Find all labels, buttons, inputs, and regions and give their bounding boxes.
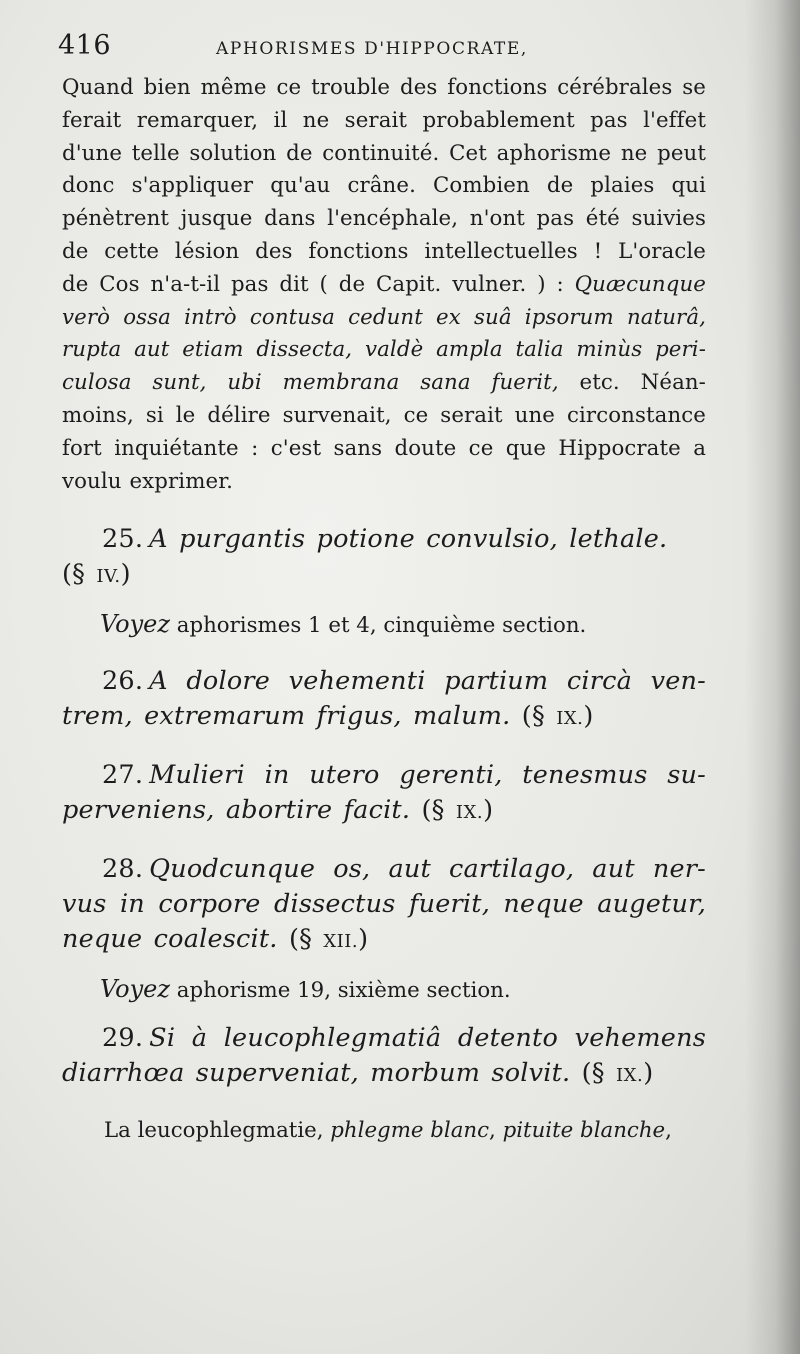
text-line: pénètrent jusque dans l'encéphale, n'ont pas été suivies	[62, 206, 706, 232]
aphorism-text: perveniens, abortire facit.	[62, 795, 411, 826]
aphorism-27	[62, 758, 706, 828]
cross-reference-note	[100, 973, 706, 1005]
section-reference: (§ XII.)	[288, 924, 369, 955]
section-reference: (§ IX.)	[421, 795, 494, 826]
text-roman: etc. Néan-	[558, 370, 706, 396]
aphorism-25	[62, 522, 706, 592]
latin-quote: Quæcunque	[574, 271, 706, 297]
aphorism-number: 28.	[102, 854, 144, 885]
aphorism-28	[62, 852, 706, 957]
aphorism-text: Quodcunque os, aut cartilago, aut ner-	[149, 854, 706, 885]
aphorism-text: A dolore vehementi partium circà ven-	[149, 666, 706, 697]
aphorism-number: 25.	[102, 524, 144, 555]
aphorism-line	[62, 793, 706, 828]
aphorism-line	[62, 664, 706, 699]
latin-quote-line: verò ossa intrò contusa cedunt ex suâ ipsorum naturâ,	[62, 304, 706, 330]
aphorism-line	[62, 758, 706, 793]
gloss-italic: pituite blanche	[502, 1118, 666, 1144]
page-number: 416	[58, 30, 112, 61]
text-line: Quand bien même ce trouble des fonctions cérébrales se	[62, 75, 706, 100]
cross-reference-note	[100, 608, 706, 640]
section-reference: (§ IX.)	[521, 701, 594, 732]
aphorism-line	[62, 557, 706, 592]
text-line: de cette lésion des fonctions intellectuelles ! L'oracle	[62, 238, 706, 264]
text-line	[62, 269, 706, 302]
commentary-line	[104, 1115, 706, 1147]
aphorism-line	[62, 699, 706, 734]
voyez-label: Voyez	[100, 975, 170, 1004]
aphorism-line	[62, 852, 706, 887]
note-text: aphorisme 19, sixième section.	[169, 978, 511, 1004]
text-roman: de Cos n'a-t-il pas dit ( de Capit. vulner. ) :	[62, 271, 575, 297]
latin-quote-line: rupta aut etiam dissecta, valdè ampla talia minùs peri-	[62, 337, 706, 363]
latin-quote: culosa sunt, ubi membrana sana fuerit,	[62, 370, 559, 396]
aphorism-line	[62, 1056, 706, 1091]
aphorism-line	[62, 1021, 706, 1056]
running-head: APHORISMES D'HIPPOCRATE,	[216, 39, 528, 59]
aphorism-line	[62, 922, 706, 957]
aphorism-line	[62, 522, 706, 557]
page-header	[58, 30, 708, 70]
aphorism-number: 26.	[102, 666, 144, 697]
voyez-label: Voyez	[100, 610, 170, 639]
aphorism-line: vus in corpore dissectus fuerit, neque augetur,	[62, 889, 706, 920]
aphorism-text: Si à leucophlegmatiâ detento vehemens	[149, 1023, 706, 1054]
binding-shadow	[745, 0, 800, 1354]
aphorism-text: diarrhœa superveniat, morbum solvit.	[62, 1058, 571, 1089]
note-text: aphorismes 1 et 4, cinquième section.	[169, 613, 587, 639]
aphorism-number: 27.	[102, 760, 144, 791]
gloss-italic: phlegme blanc	[330, 1118, 490, 1144]
text-line	[62, 367, 706, 400]
commentary-paragraph	[62, 72, 706, 498]
page-body	[62, 72, 706, 1147]
text-line: ferait remarquer, il ne serait probablement pas l'effet	[62, 107, 706, 133]
section-reference: (§ IX.)	[581, 1058, 654, 1089]
aphorism-number: 29.	[102, 1023, 144, 1054]
aphorism-text: neque coalescit.	[62, 924, 278, 955]
text-line: d'une telle solution de continuité. Cet aphorisme ne peut	[62, 140, 706, 166]
aphorism-text: Mulieri in utero gerenti, tenesmus su-	[149, 760, 706, 791]
section-reference: (§ IV.)	[62, 559, 131, 590]
aphorism-29	[62, 1021, 706, 1091]
text-line: fort inquiétante : c'est sans doute ce que Hippocrate a	[62, 435, 706, 461]
separator: ,	[665, 1118, 672, 1144]
text-line: voulu exprimer.	[62, 468, 234, 494]
text-line: donc s'appliquer qu'au crâne. Combien de plaies qui	[62, 173, 706, 199]
aphorism-26	[62, 664, 706, 734]
aphorism-text: A purgantis potione convulsio, lethale.	[149, 524, 668, 555]
separator: ,	[489, 1118, 503, 1144]
text-roman: La leucophlegmatie,	[104, 1118, 331, 1144]
aphorism-text: trem, extremarum frigus, malum.	[62, 701, 511, 732]
text-line: moins, si le délire survenait, ce serait une circonstance	[62, 402, 706, 428]
